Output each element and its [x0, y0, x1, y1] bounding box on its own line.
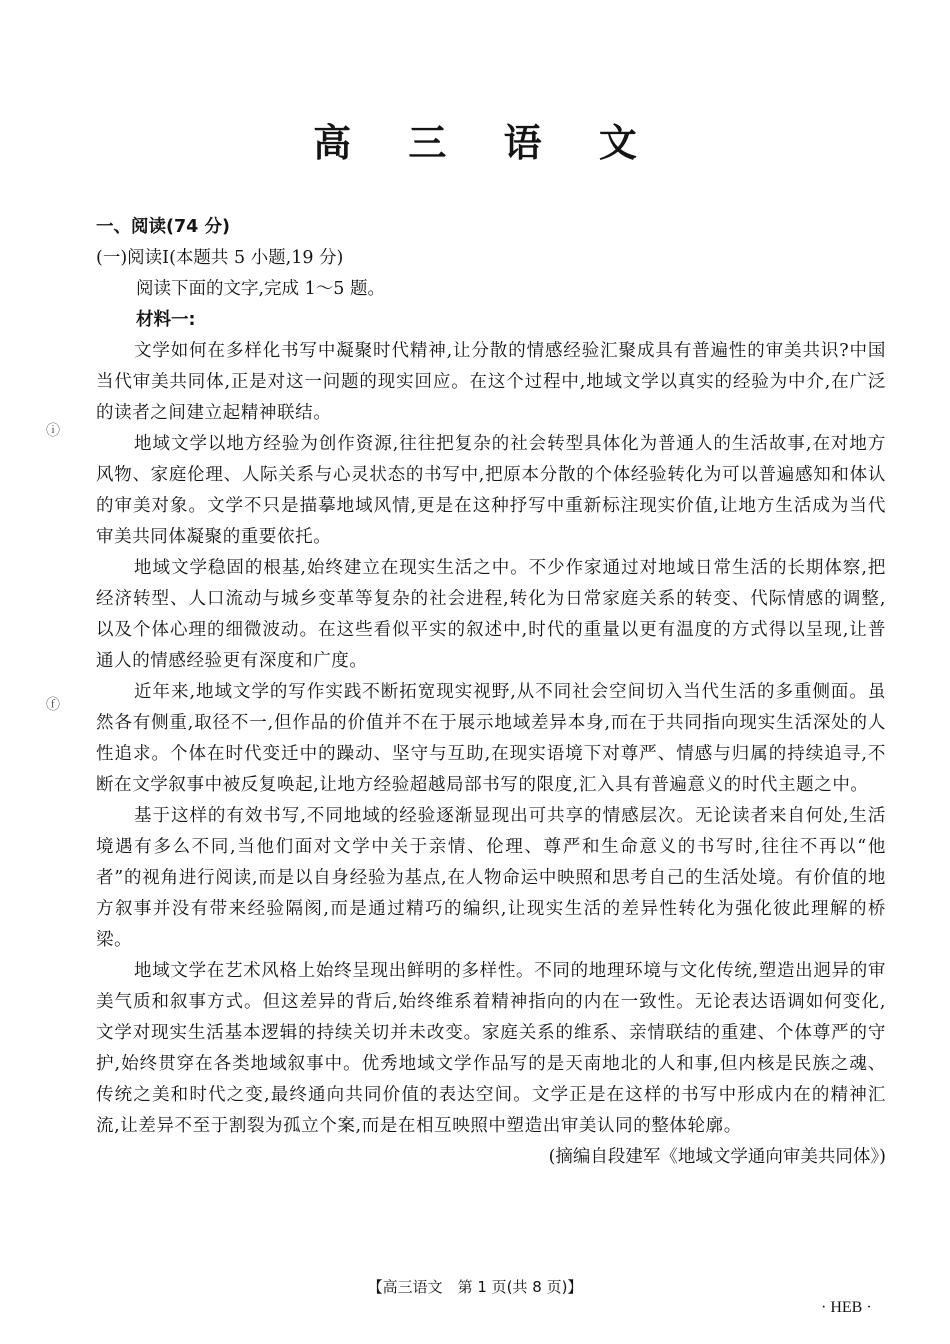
instruction-text: 阅读下面的文字,完成 1～5 题。: [136, 279, 385, 299]
paragraph-5: 基于这样的有效书写,不同地域的经验逐渐显现出可共享的情感层次。无论读者来自何处,生活境遇有多么不同,当他们面对文学中关于亲情、伦理、尊严和生命意义的书写时,往往不再以“他者”的视角进行阅读,而是以自身经验为基点,在人物命运中映照和思考自己的生活处境。有价值的地方叙事并没有带来经验隔阂,而是通过精巧的编织,让现实生活的差异性转化为强化彼此理解的桥梁。: [96, 806, 886, 950]
margin-mark-1: ⓘ: [46, 423, 60, 439]
paragraph-4: 近年来,地域文学的写作实践不断拓宽现实视野,从不同社会空间切入当代生活的多重侧面。虽然各有侧重,取径不一,但作品的价值并不在于展示地域差异本身,而在于共同指向现实生活深处的人性追求。个体在时代变迁中的躁动、坚守与互助,在现实语境下对尊严、情感与归属的持续追寻,不断在文学叙事中被反复唤起,让地方经验超越局部书写的限度,汇入具有普遍意义的时代主题之中。: [96, 682, 886, 795]
exam-code: · HEB ·: [821, 1299, 872, 1316]
reading-section: [96, 212, 886, 1173]
paragraph-1: 文学如何在多样化书写中凝聚时代精神,让分散的情感经验汇聚成具有普遍性的审美共识?中国当代审美共同体,正是对这一问题的现实回应。在这个过程中,地域文学以真实的经验为中介,在广泛的读者之间建立起精神联结。: [96, 341, 886, 423]
section-heading: 一、阅读(74 分): [96, 217, 230, 237]
material-label: 材料一:: [136, 310, 196, 330]
paragraph-6: 地域文学在艺术风格上始终呈现出鲜明的多样性。不同的地理环境与文化传统,塑造出迥异的审美气质和叙事方式。但这差异的背后,始终维系着精神指向的内在一致性。无论表达语调如何变化,文学对现实生活基本逻辑的持续关切并未改变。家庭关系的维系、亲情联结的重建、个体尊严的守护,始终贯穿在各类地域叙事中。优秀地域文学作品写的是天南地北的人和事,但内核是民族之魂、传统之美和时代之变,最终通向共同价值的表达空间。文学正是在这样的书写中形成内在的精神汇流,让差异不至于割裂为孤立个案,而是在相互映照中塑造出审美认同的整体轮廓。: [96, 961, 886, 1136]
section-subheading: (一)阅读Ⅰ(本题共 5 小题,19 分): [96, 248, 344, 268]
page-footer: 【高三语文 第 1 页(共 8 页)】: [367, 1278, 583, 1296]
source-citation: (摘编自段建军《地域文学通向审美共同体》): [548, 1147, 886, 1167]
margin-mark-2: ⓕ: [46, 697, 60, 713]
paragraph-3: 地域文学稳固的根基,始终建立在现实生活之中。不少作家通过对地域日常生活的长期体察,把经济转型、人口流动与城乡变革等复杂的社会进程,转化为日常家庭关系的转变、代际情感的调整,以及个体心理的细微波动。在这些看似平实的叙述中,时代的重量以更有温度的方式得以呈现,让普通人的情感经验更有深度和广度。: [96, 558, 886, 671]
page-title: 高 三 语 文: [313, 121, 659, 165]
paragraph-2: 地域文学以地方经验为创作资源,往往把复杂的社会转型具体化为普通人的生活故事,在对地方风物、家庭伦理、人际关系与心灵状态的书写中,把原本分散的个体经验转化为可以普遍感知和体认的审美对象。文学不只是描摹地域风情,更是在这种抒写中重新标注现实价值,让地方生活成为当代审美共同体凝聚的重要依托。: [96, 434, 886, 547]
